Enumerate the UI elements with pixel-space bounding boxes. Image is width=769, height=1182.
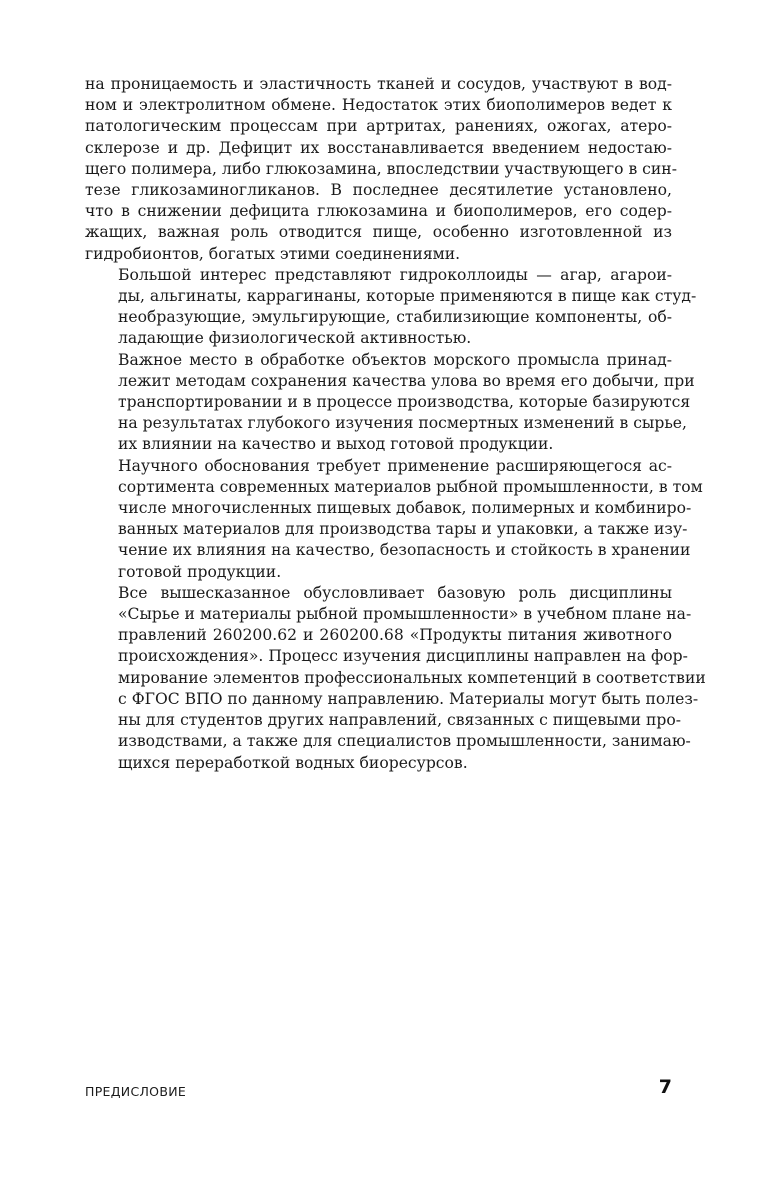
text-line: Важное место в обработке объектов морского промысла принад- [118, 350, 672, 369]
text-line: числе многочисленных пищевых добавок, полимерных и комбиниро- [118, 499, 692, 518]
page-body [85, 74, 706, 774]
text-line: тезе гликозаминогликанов. В последнее десятилетие установлено, [85, 181, 672, 200]
text-line: лежит методам сохранения качества улова во время его добычи, при [118, 371, 695, 390]
paragraph-4 [85, 456, 703, 583]
text-line: на проницаемость и эластичность тканей и сосудов, участвуют в вод- [85, 75, 672, 93]
running-footer-section: ПРЕДИСЛОВИЕ [85, 1084, 187, 1099]
text-line: чение их влияния на качество, безопасность и стойкость в хранении [118, 541, 691, 560]
text-line: ды, альгинаты, каррагинаны, которые применяются в пище как студ- [118, 287, 697, 306]
text-line: ны для студентов других направлений, связанных с пищевыми про- [118, 711, 682, 730]
paragraph-3 [85, 350, 695, 456]
text-line: ном и электролитном обмене. Недостаток этих биополимеров ведет к [85, 96, 672, 115]
paragraph-5 [85, 583, 706, 774]
text-line: щего полимера, либо глюкозамина, впоследствии участвующего в син- [85, 159, 677, 178]
text-line: склерозе и др. Дефицит их восстанавливается введением недостаю- [85, 138, 672, 157]
text-line: что в снижении дефицита глюкозамина и биополимеров, его содер- [85, 202, 672, 221]
text-line: на результатах глубокого изучения посмертных изменений в сырье, [118, 414, 687, 433]
text-line: гидробионтов, богатых этими соединениями. [85, 244, 461, 263]
text-line: транспортировании и в процессе производства, которые базируются [118, 393, 691, 412]
text-line: ванных материалов для производства тары и упаковки, а также изу- [118, 520, 688, 539]
text-line: Научного обоснования требует применение расширяющегося ас- [118, 456, 672, 475]
text-line: «Сырье и материалы рыбной промышленности» в учебном плане на- [118, 605, 692, 624]
text-line: Все вышесказанное обусловливает базовую роль дисциплины [118, 583, 672, 602]
text-line: Большой интерес представляют гидроколлоиды — агар, агарои- [118, 265, 672, 284]
text-line: происхождения». Процесс изучения дисциплины направлен на фор- [118, 647, 688, 666]
text-line: щихся переработкой водных биоресурсов. [118, 753, 468, 772]
text-line: с ФГОС ВПО по данному направлению. Материалы могут быть полез- [118, 689, 699, 708]
text-line: их влиянии на качество и выход готовой продукции. [118, 435, 554, 454]
text-line: мирование элементов профессиональных компетенций в соответствии [118, 668, 706, 687]
text-line: жащих, важная роль отводится пище, особенно изготовленной из [85, 223, 672, 242]
page-number: 7 [658, 1076, 672, 1098]
text-line: готовой продукции. [118, 562, 282, 581]
paragraph-2 [85, 265, 697, 350]
text-line: ладающие физиологической активностью. [118, 329, 472, 348]
text-line: изводствами, а также для специалистов промышленности, занимаю- [118, 732, 691, 751]
text-line: патологическим процессам при артритах, ранениях, ожогах, атеро- [85, 117, 672, 136]
text-line: сортимента современных материалов рыбной промышленности, в том [118, 477, 703, 496]
paragraph-1 [85, 74, 677, 265]
text-line: необразующие, эмульгирующие, стабилизиющие компоненты, об- [118, 308, 672, 327]
text-line: правлений 260200.62 и 260200.68 «Продукты питания животного [118, 626, 672, 645]
